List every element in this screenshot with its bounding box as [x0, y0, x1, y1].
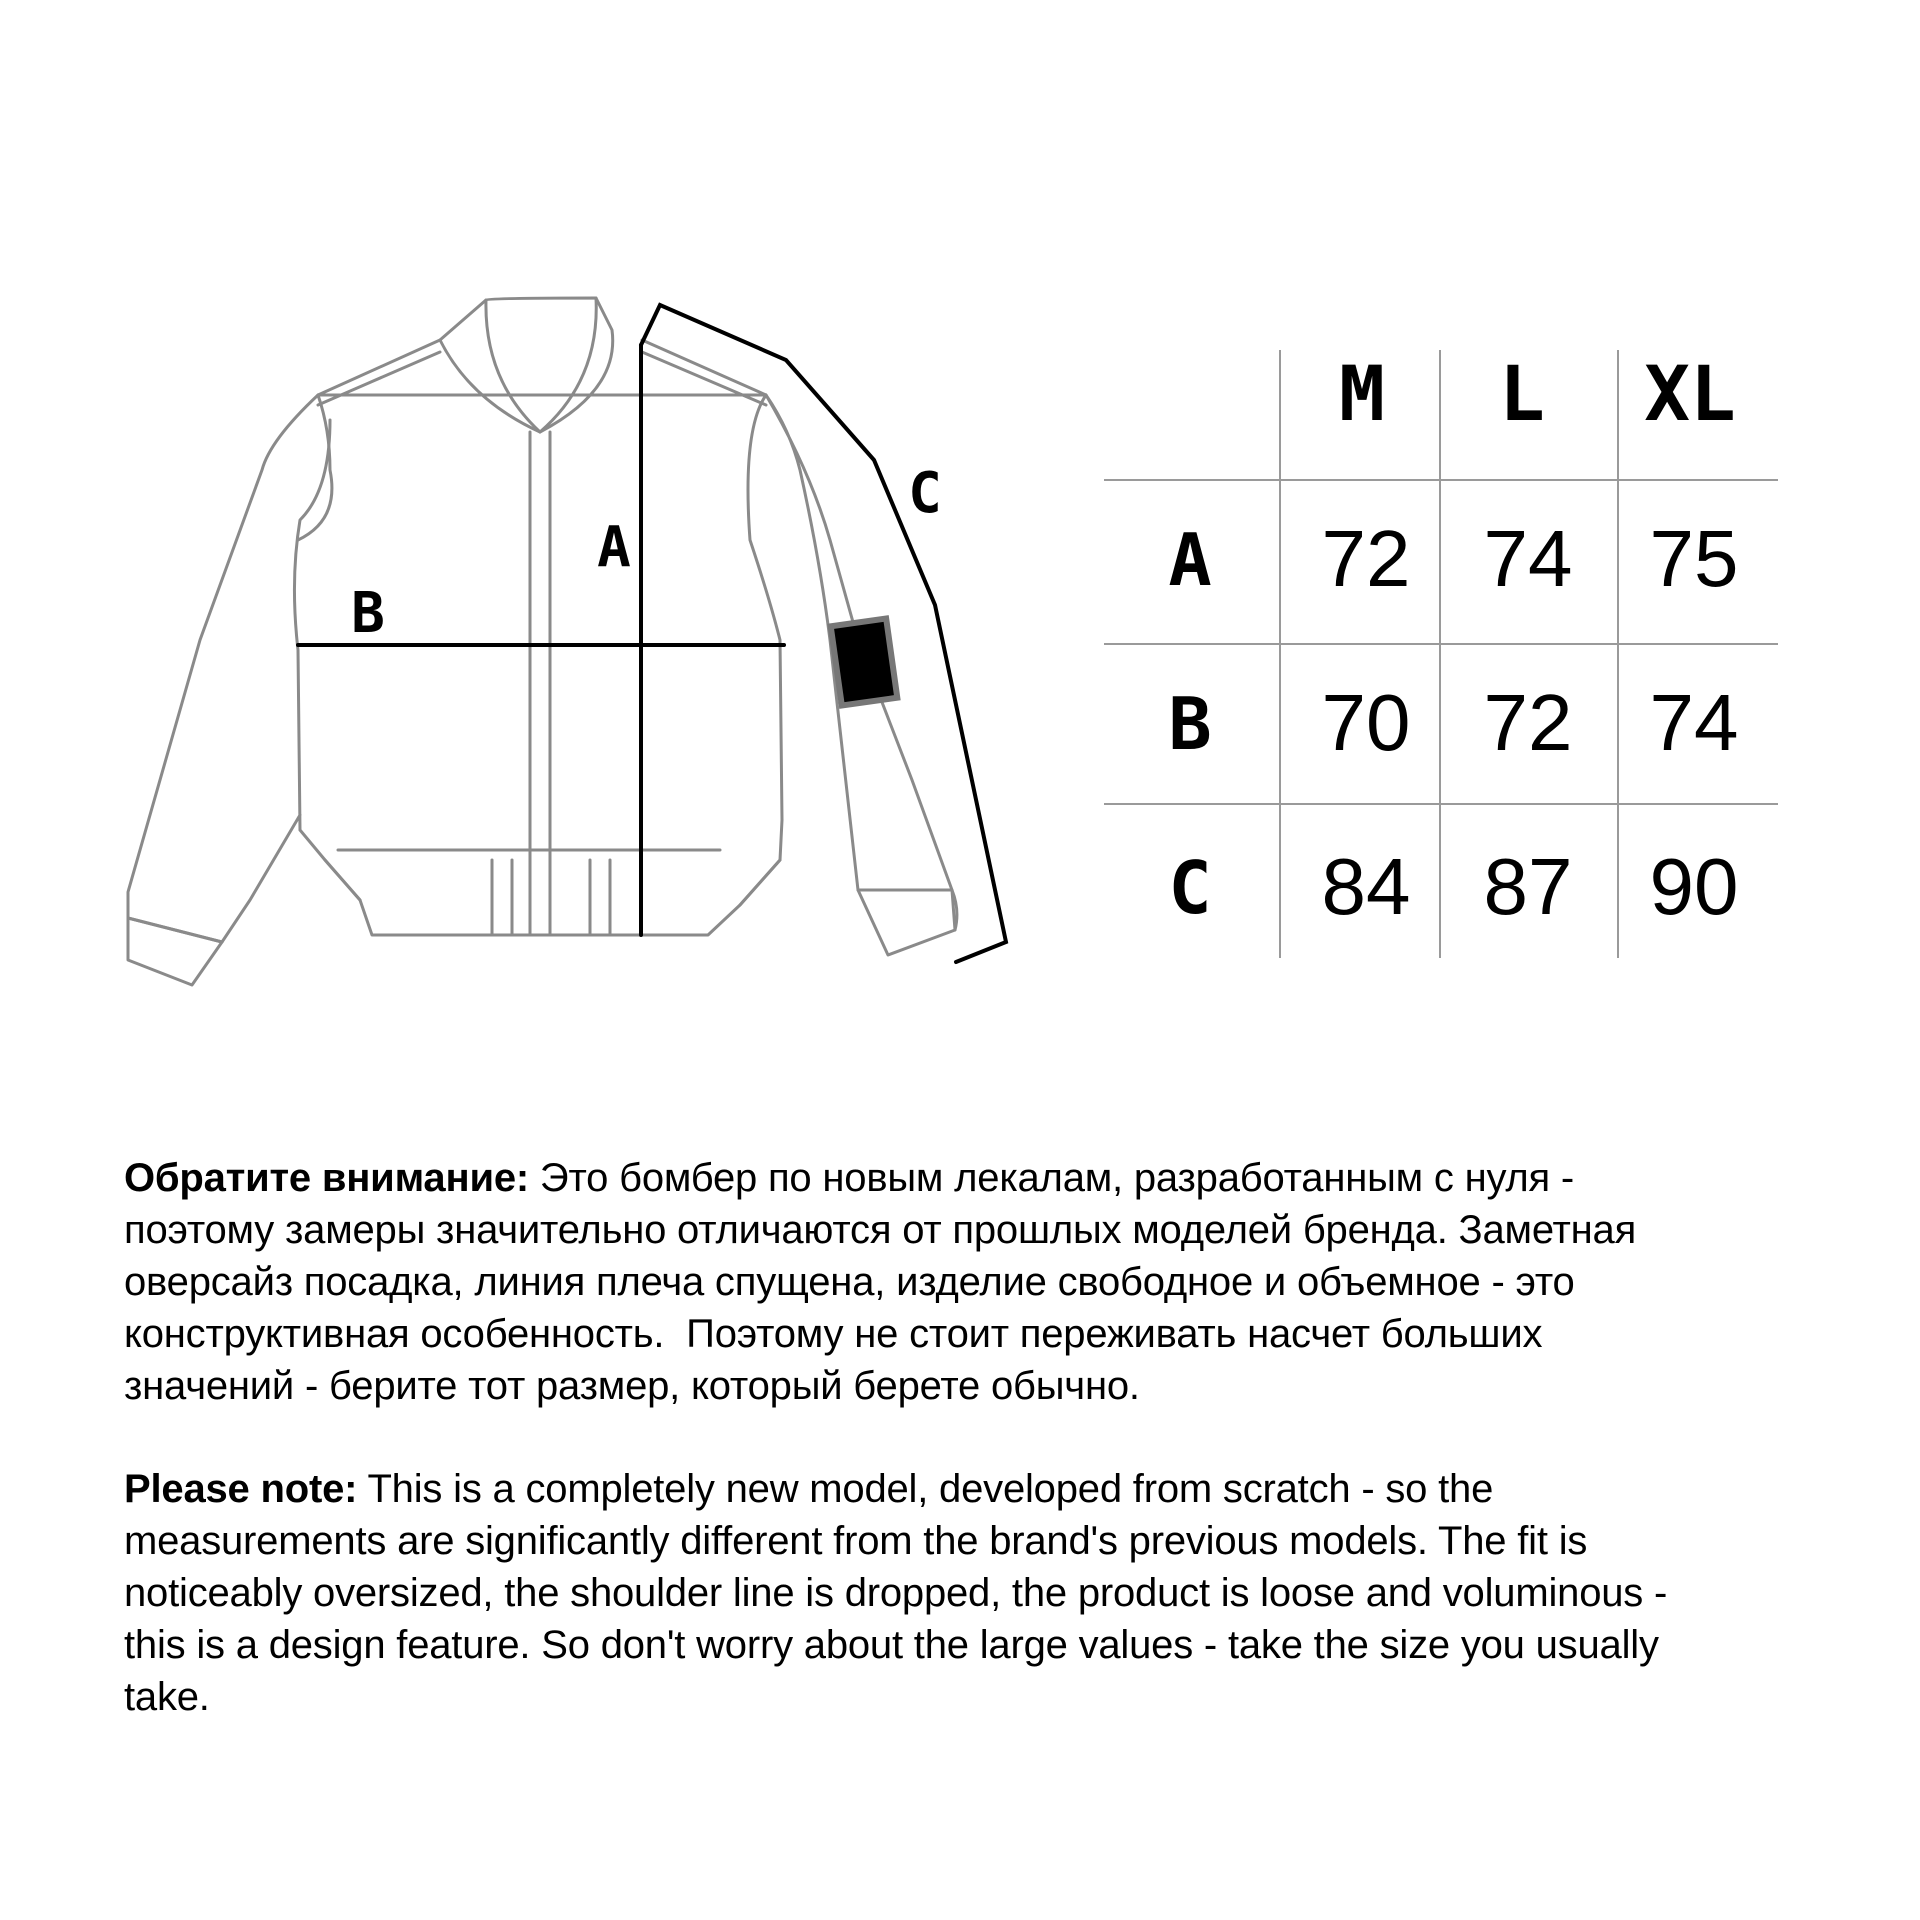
cell-b-l: 72: [1483, 678, 1573, 767]
note-en-line-2: measurements are significantly different from the brand's previous models. The fit is: [124, 1519, 1588, 1563]
note-ru-line-4: конструктивная особенность. Поэтому не стоит переживать насчет больших: [124, 1312, 1543, 1356]
cell-b-m: 70: [1321, 678, 1411, 767]
note-ru-line-2: поэтому замеры значительно отличаются от прошлых моделей бренда. Заметная: [124, 1208, 1637, 1252]
row-label-b: B: [1168, 682, 1212, 766]
label-b: B: [351, 581, 385, 646]
note-english: [124, 1463, 1824, 1723]
sleeve-patch: [831, 618, 898, 705]
note-ru-line-5: значений - берите тот размер, который берете обычно.: [124, 1364, 1140, 1408]
note-en-heading: Please note:: [124, 1467, 358, 1511]
row-label-c: C: [1168, 846, 1212, 930]
measurement-lines: [298, 305, 1006, 962]
cell-b-xl: 74: [1649, 678, 1739, 767]
zipper: [530, 432, 550, 935]
label-c: C: [908, 461, 942, 526]
size-table: [1168, 349, 1738, 931]
note-en-line-5: take.: [124, 1675, 210, 1719]
cell-c-m: 84: [1321, 842, 1411, 931]
note-en-line-4: this is a design feature. So don't worry about the large values - take the size you usually: [124, 1623, 1659, 1667]
note-en-line-1: This is a completely new model, developed from scratch - so the: [367, 1467, 1494, 1511]
note-russian: [124, 1152, 1824, 1412]
note-ru-line: [124, 1152, 1824, 1204]
label-a: A: [597, 515, 631, 580]
note-ru-line-3: оверсайз посадка, линия плеча спущена, изделие свободное и объемное - это: [124, 1260, 1575, 1304]
note-ru-line-1: Это бомбер по новым лекалам, разработанным с нуля -: [539, 1156, 1575, 1200]
note-ru-heading: Обратите внимание:: [124, 1156, 529, 1200]
size-header-m: M: [1339, 349, 1385, 438]
size-header-l: L: [1499, 349, 1545, 438]
row-label-a: A: [1168, 518, 1212, 602]
cell-c-xl: 90: [1649, 842, 1739, 931]
left-cuff: [128, 918, 222, 985]
note-en-line: [124, 1463, 1824, 1515]
size-header-xl: XL: [1644, 349, 1736, 438]
jacket-body: [128, 395, 782, 942]
cell-a-xl: 75: [1649, 514, 1739, 603]
cell-a-l: 74: [1483, 514, 1573, 603]
cell-a-m: 72: [1321, 514, 1411, 603]
measure-line-c: [641, 305, 1006, 962]
cell-c-l: 87: [1483, 842, 1573, 931]
note-en-line-3: noticeably oversized, the shoulder line is dropped, the product is loose and voluminous -: [124, 1571, 1668, 1615]
